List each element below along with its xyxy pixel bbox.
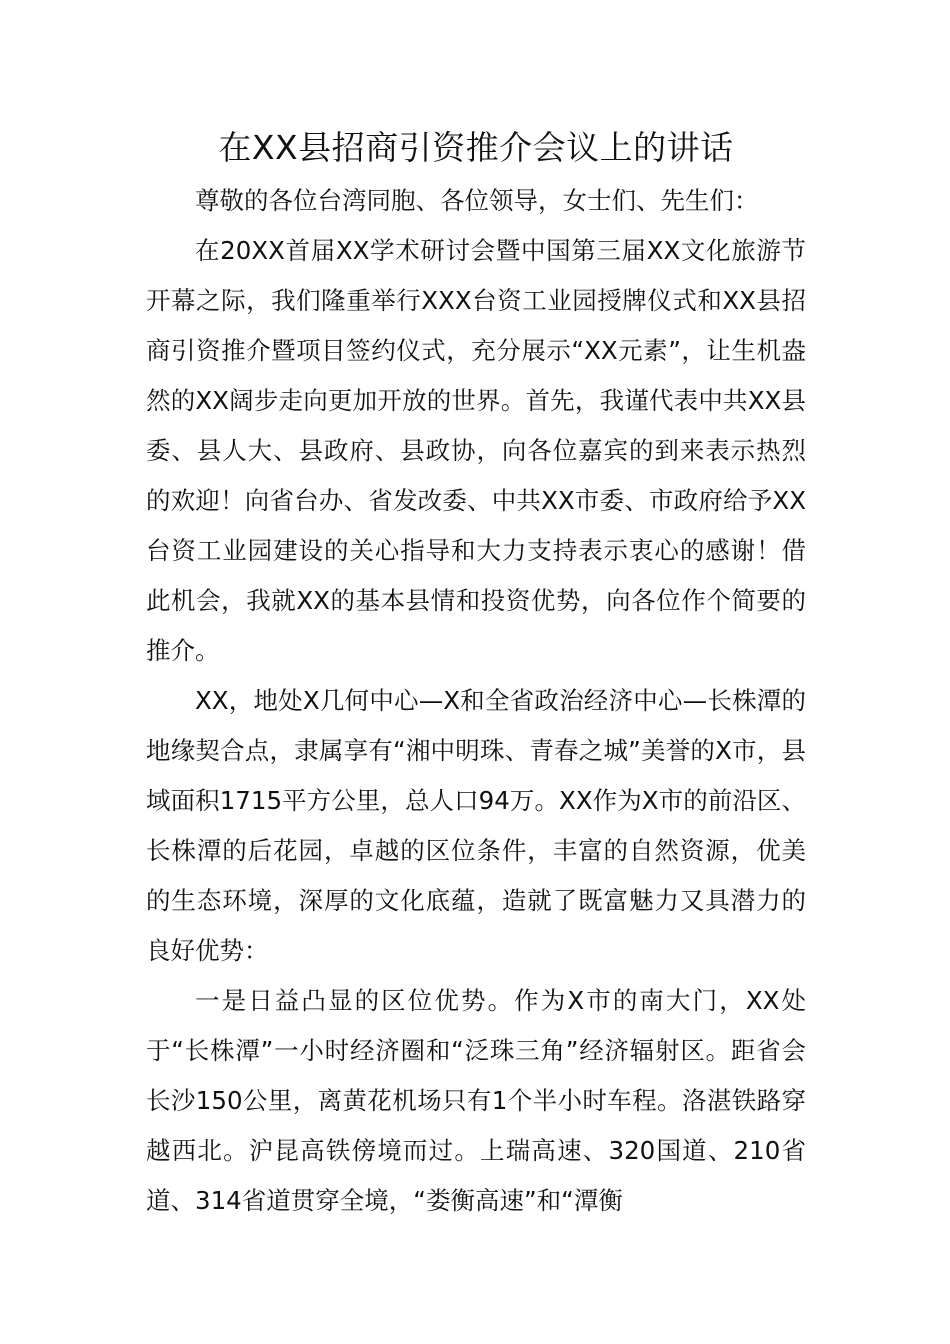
paragraph-county-overview: XX，地处X几何中心—X和全省政治经济中心—长株潭的地缘契合点，隶属享有“湘中明珠、青春之城”美誉的X市，县域面积1715平方公里，总人口94万。XX作为X市的前沿区、长株潭的后花园，卓越的区位条件，丰富的自然资源，优美的生态环境，深厚的文化底蕴，造就了既富魅力又具潜力的良好优势： bbox=[146, 686, 806, 965]
salutation-line: 尊敬的各位台湾同胞、各位领导，女士们、先生们： bbox=[195, 186, 759, 215]
document-title: 在XX县招商引资推介会议上的讲话 bbox=[218, 128, 734, 167]
paragraph-opening: 在20XX首届XX学术研讨会暨中国第三届XX文化旅游节开幕之际，我们隆重举行XXX台资工业园授牌仪式和XX县招商引资推介暨项目签约仪式，充分展示“XX元素”，让生机盎然的XX阔步走向更加开放的世界。首先，我谨代表中共XX县委、县人大、县政府、县政协，向各位嘉宾的到来表示热烈的欢迎！向省台办、省发改委、中共XX市委、市政府给予XX台资工业园建设的关心指导和大力支持表示衷心的感谢！借此机会，我就XX的基本县情和投资优势，向各位作个简要的推介。 bbox=[146, 236, 806, 665]
paragraph-location-advantage: 一是日益凸显的区位优势。作为X市的南大门，XX处于“长株潭”一小时经济圈和“泛珠三角”经济辐射区。距省会长沙150公里，离黄花机场只有1个半小时车程。洛湛铁路穿越西北。沪昆高铁傍境而过。上瑞高速、320国道、210省道、314省道贯穿全境，“娄衡高速”和“潭衡 bbox=[146, 986, 806, 1215]
document-body bbox=[146, 118, 806, 1226]
